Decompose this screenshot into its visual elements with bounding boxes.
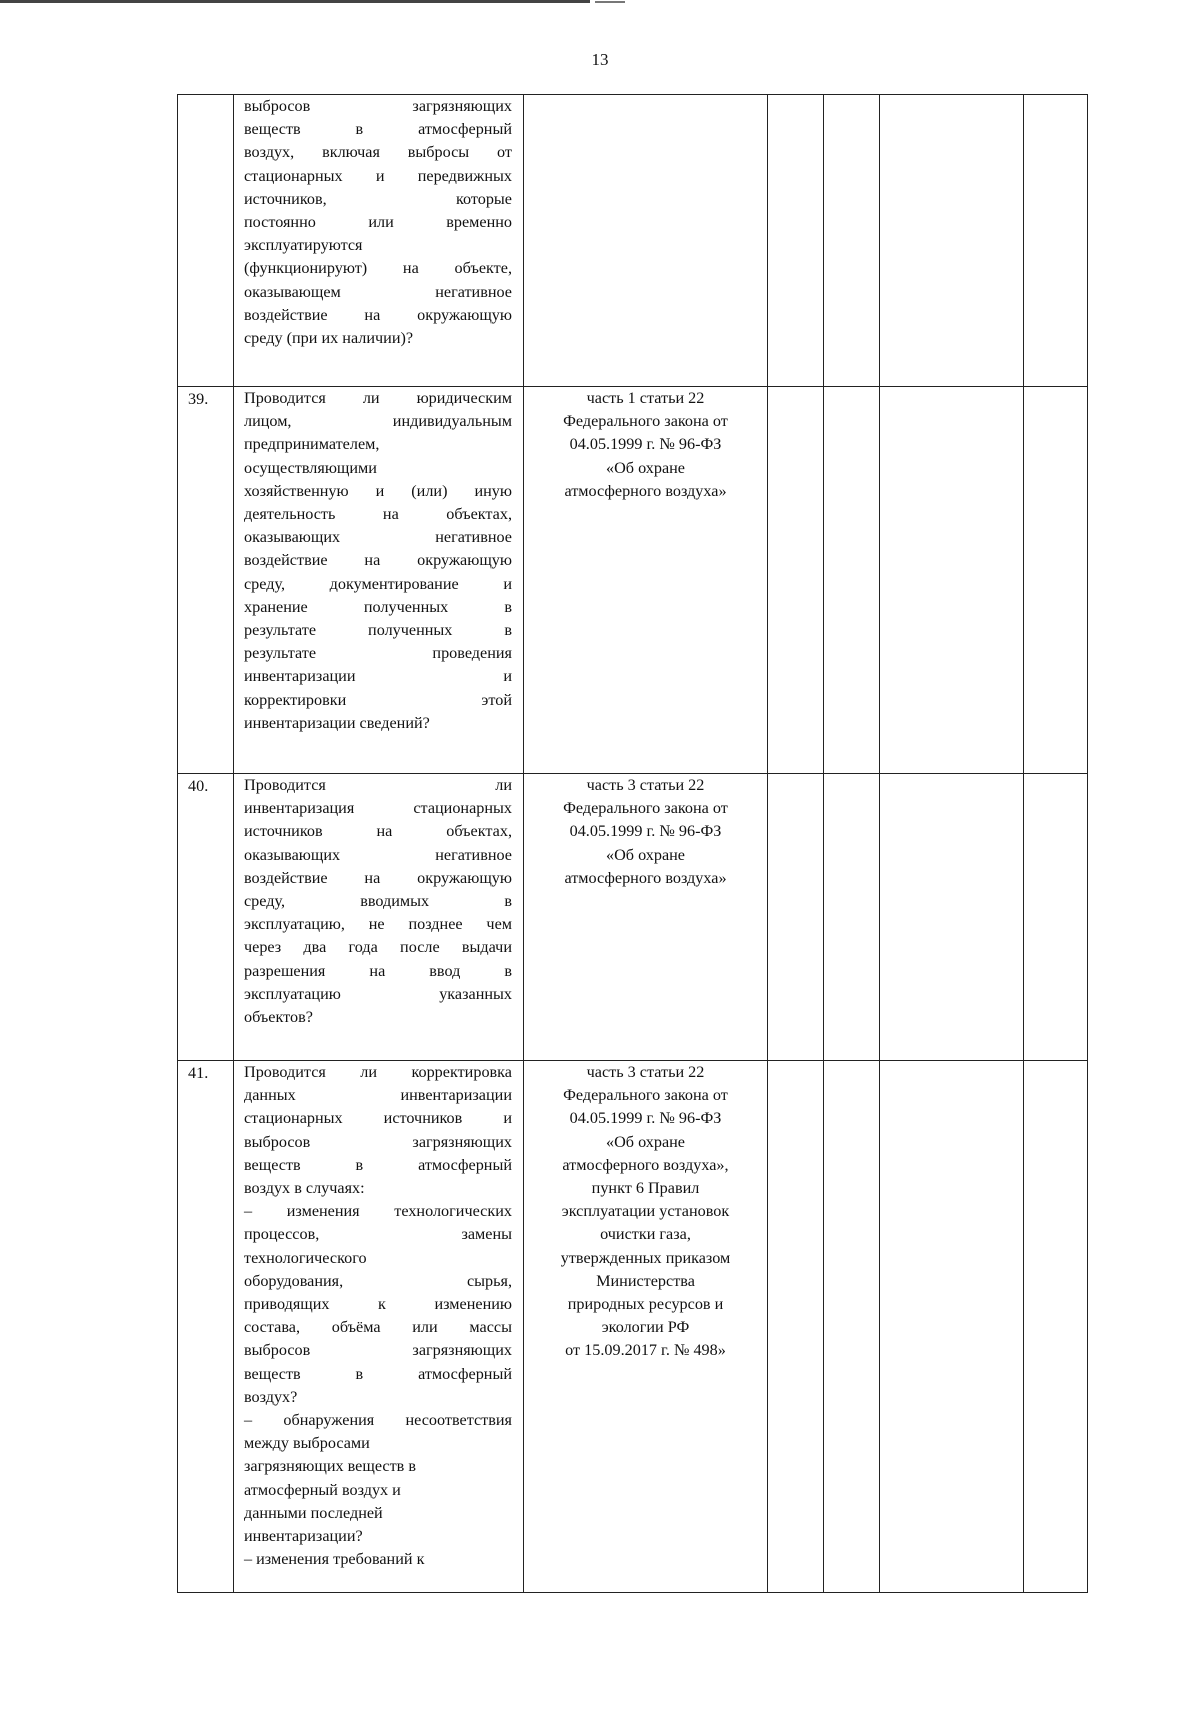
scan-edge-mark — [0, 0, 590, 3]
question-line: оборудования, сырья, — [244, 1271, 512, 1290]
question-line: загрязняющих веществ в — [244, 1457, 417, 1476]
legal-basis-line: атмосферного воздуха» — [564, 481, 727, 500]
question-line: – изменения требований к — [244, 1550, 425, 1569]
question-line: инвентаризации сведений? — [244, 713, 430, 732]
table-row — [178, 387, 1088, 774]
question-line: хранение полученных в — [244, 597, 512, 616]
question-line: среду (при их наличии)? — [244, 329, 414, 348]
checklist-table — [177, 94, 1088, 1593]
question-cell — [234, 95, 524, 387]
answer-no-cell[interactable] — [824, 774, 880, 1061]
question-line: среду, вводимых в — [244, 892, 512, 911]
legal-basis-line: «Об охране — [606, 458, 685, 477]
legal-basis-line: атмосферного воздуха» — [564, 868, 727, 887]
question-line: оказывающих негативное — [244, 528, 512, 547]
question-line: Проводится ли — [244, 776, 512, 794]
legal-basis-line: природных ресурсов и — [567, 1295, 724, 1314]
legal-basis-line: эксплуатации установок — [561, 1202, 730, 1221]
table-row — [178, 774, 1088, 1061]
question-line: стационарных и передвижных — [244, 166, 512, 185]
note-cell[interactable] — [1024, 774, 1088, 1061]
legal-basis-line: от 15.09.2017 г. № 498» — [565, 1341, 726, 1360]
question-line: приводящих к изменению — [244, 1295, 512, 1314]
question-line: объектов? — [244, 1008, 313, 1027]
table-row — [178, 1061, 1088, 1593]
question-line: оказывающих негативное — [244, 845, 512, 864]
legal-basis-line: Федерального закона от — [563, 799, 728, 818]
question-line: – обнаружения несоответствия — [244, 1411, 512, 1430]
legal-basis-line: 04.05.1999 г. № 96-ФЗ — [569, 435, 722, 454]
legal-basis-line: пункт 6 Правил — [591, 1179, 700, 1198]
question-line: Проводится ли корректировка — [244, 1063, 512, 1081]
not-applicable-cell[interactable] — [880, 387, 1024, 774]
note-cell[interactable] — [1024, 1061, 1088, 1593]
legal-basis-line: часть 3 статьи 22 — [586, 776, 705, 794]
answer-yes-cell[interactable] — [768, 1061, 824, 1593]
answer-no-cell[interactable] — [824, 387, 880, 774]
legal-basis-line: утвержденных приказом — [560, 1248, 731, 1267]
not-applicable-cell[interactable] — [880, 774, 1024, 1061]
question-line: воздух? — [244, 1387, 298, 1406]
question-line: Проводится ли юридическим — [244, 389, 512, 407]
question-line: осуществляющими — [244, 458, 377, 477]
question-line: деятельность на объектах, — [244, 505, 512, 524]
answer-yes-cell[interactable] — [768, 387, 824, 774]
question-line: состава, объёма или массы — [244, 1318, 512, 1337]
legal-basis-line: Федерального закона от — [563, 412, 728, 431]
legal-basis-line: «Об охране — [606, 1132, 685, 1151]
question-line: эксплуатацию, не позднее чем — [244, 915, 512, 934]
question-cell — [234, 387, 524, 774]
question-line: инвентаризация стационарных — [244, 799, 512, 818]
question-line: данными последней — [244, 1503, 383, 1522]
legal-basis-cell — [524, 1061, 768, 1593]
question-line: стационарных источников и — [244, 1109, 512, 1128]
legal-basis-line: часть 3 статьи 22 — [586, 1063, 705, 1081]
question-line: результате проведения — [244, 644, 512, 663]
question-line: процессов, замены — [244, 1225, 512, 1244]
question-line: веществ в атмосферный — [244, 1364, 512, 1383]
question-line: эксплуатацию указанных — [244, 984, 512, 1003]
legal-basis-line: часть 1 статьи 22 — [586, 389, 705, 407]
question-line: воздух, включая выбросы от — [244, 143, 512, 162]
not-applicable-cell[interactable] — [880, 95, 1024, 387]
legal-basis-line: очистки газа, — [600, 1225, 691, 1244]
question-line: предпринимателем, — [244, 435, 380, 454]
question-line: корректировки этой — [244, 690, 512, 709]
question-line: источников, которые — [244, 189, 512, 208]
note-cell[interactable] — [1024, 95, 1088, 387]
row-number: 41. — [178, 1061, 234, 1593]
question-line: эксплуатируются — [244, 236, 363, 255]
scan-edge-mark — [595, 1, 625, 3]
question-line: оказывающем негативное — [244, 282, 512, 301]
answer-no-cell[interactable] — [824, 95, 880, 387]
question-line: воздействие на окружающую — [244, 551, 512, 570]
question-line: данных инвентаризации — [244, 1086, 512, 1105]
question-line: воздействие на окружающую — [244, 305, 512, 324]
question-line: воздух в случаях: — [244, 1179, 365, 1198]
row-number: 39. — [178, 387, 234, 774]
answer-yes-cell[interactable] — [768, 95, 824, 387]
question-line: через два года после выдачи — [244, 938, 512, 957]
question-line: (функционируют) на объекте, — [244, 259, 512, 278]
question-line: разрешения на ввод в — [244, 961, 512, 980]
question-cell — [234, 1061, 524, 1593]
question-line: лицом, индивидуальным — [244, 412, 512, 431]
question-line: выбросов загрязняющих — [244, 1132, 512, 1151]
question-line: между выбросами — [244, 1434, 370, 1453]
legal-basis-line: 04.05.1999 г. № 96-ФЗ — [569, 1109, 722, 1128]
legal-basis-line: Министерства — [596, 1271, 695, 1290]
legal-basis-line: атмосферного воздуха», — [562, 1155, 729, 1174]
question-line: веществ в атмосферный — [244, 120, 512, 139]
question-line: веществ в атмосферный — [244, 1155, 512, 1174]
question-line: – изменения технологических — [244, 1202, 512, 1221]
table-row — [178, 95, 1088, 387]
question-line: атмосферный воздух и — [244, 1480, 401, 1499]
question-cell — [234, 774, 524, 1061]
question-line: среду, документирование и — [244, 574, 512, 593]
legal-basis-line: экологии РФ — [601, 1318, 690, 1337]
row-number: 40. — [178, 774, 234, 1061]
question-line: выбросов загрязняющих — [244, 97, 512, 115]
legal-basis-line: Федерального закона от — [563, 1086, 728, 1105]
question-line: инвентаризации и — [244, 667, 512, 686]
legal-basis-cell — [524, 774, 768, 1061]
legal-basis-cell — [524, 387, 768, 774]
question-line: результате полученных в — [244, 621, 512, 640]
not-applicable-cell[interactable] — [880, 1061, 1024, 1593]
question-line: источников на объектах, — [244, 822, 512, 841]
question-line: постоянно или временно — [244, 213, 512, 232]
checklist-body — [178, 95, 1088, 1593]
legal-basis-cell — [524, 95, 768, 387]
question-line: воздействие на окружающую — [244, 868, 512, 887]
page-number: 13 — [591, 50, 609, 69]
question-line: выбросов загрязняющих — [244, 1341, 512, 1360]
question-line: хозяйственную и (или) иную — [244, 481, 512, 500]
row-number — [178, 95, 234, 387]
question-line: инвентаризации? — [244, 1527, 363, 1546]
legal-basis-line: 04.05.1999 г. № 96-ФЗ — [569, 822, 722, 841]
answer-yes-cell[interactable] — [768, 774, 824, 1061]
answer-no-cell[interactable] — [824, 1061, 880, 1593]
note-cell[interactable] — [1024, 387, 1088, 774]
legal-basis-line: «Об охране — [606, 845, 685, 864]
question-line: технологического — [244, 1248, 367, 1267]
